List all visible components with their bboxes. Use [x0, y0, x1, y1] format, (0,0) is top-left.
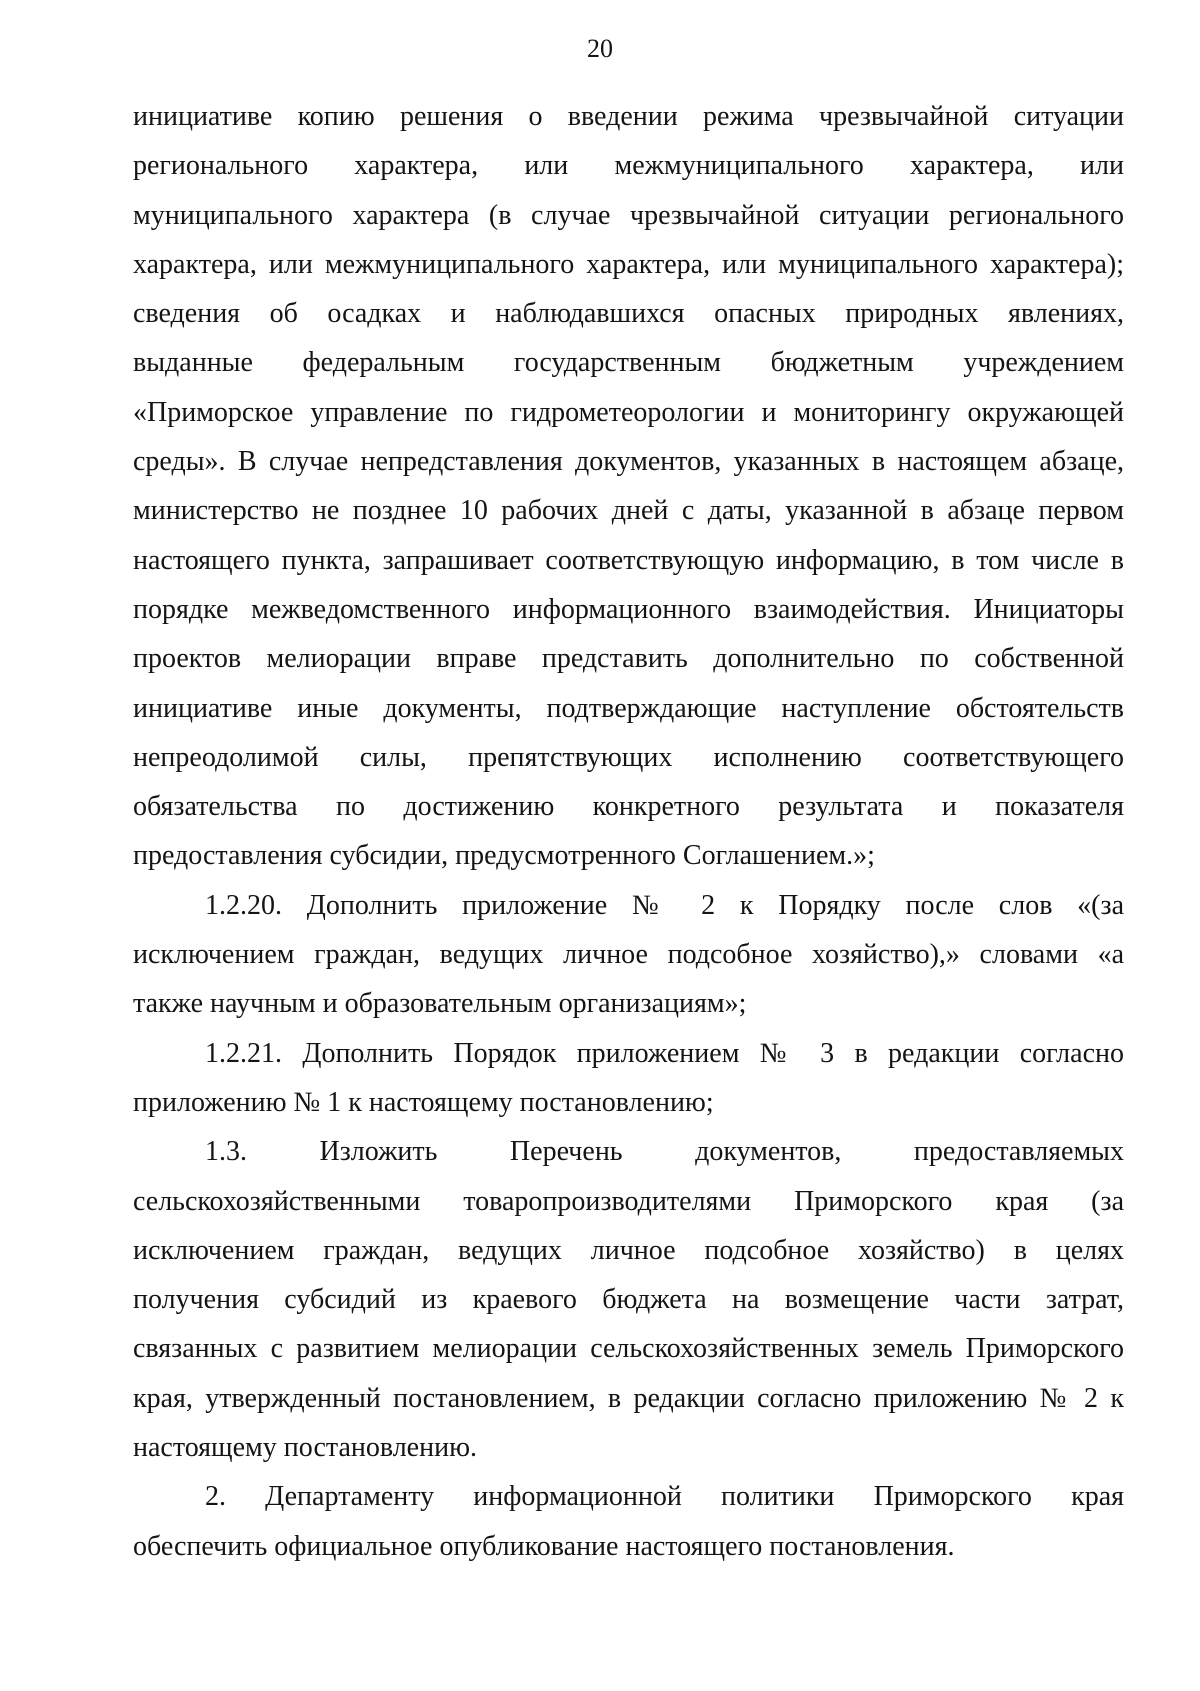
text-line: 2. Департаменту информационной политики Приморского края	[205, 1481, 1124, 1513]
text-line: среды». В случае непредставления документов, указанных в настоящем абзаце,	[133, 446, 1124, 478]
text-line: также научным и образовательным организациям»;	[133, 988, 747, 1020]
text-line: обеспечить официальное опубликование настоящего постановления.	[133, 1530, 955, 1562]
page-number: 20	[587, 34, 613, 63]
text-line: непреодолимой силы, препятствующих исполнению соответствующего	[133, 741, 1124, 773]
text-line: муниципального характера (в случае чрезвычайной ситуации регионального	[133, 199, 1124, 231]
text-line: связанных с развитием мелиорации сельскохозяйственных земель Приморского	[133, 1333, 1124, 1365]
text-line: края, утвержденный постановлением, в редакции согласно приложению № 2 к	[133, 1382, 1124, 1414]
text-line: предоставления субсидии, предусмотренного Соглашением.»;	[133, 840, 875, 872]
text-line: порядке межведомственного информационного взаимодействия. Инициаторы	[133, 593, 1124, 625]
text-line: 1.2.21. Дополнить Порядок приложением № 3 в редакции согласно	[205, 1037, 1124, 1069]
text-line: настоящему постановлению.	[133, 1432, 477, 1464]
text-line: характера, или межмуниципального характера, или муниципального характера);	[133, 248, 1124, 280]
text-line: проектов мелиорации вправе представить дополнительно по собственной	[133, 643, 1124, 675]
document-body	[133, 92, 1124, 1571]
text-line: 1.2.20. Дополнить приложение № 2 к Порядку после слов «(за	[205, 889, 1124, 921]
text-line: инициативе иные документы, подтверждающие наступление обстоятельств	[133, 692, 1124, 724]
text-line: обязательства по достижению конкретного результата и показателя	[133, 791, 1124, 823]
text-line: выданные федеральным государственным бюджетным учреждением	[133, 347, 1124, 379]
text-line: «Приморское управление по гидрометеорологии и мониторингу окружающей	[133, 396, 1124, 428]
text-line: получения субсидий из краевого бюджета на возмещение части затрат,	[133, 1284, 1124, 1316]
text-line: исключением граждан, ведущих личное подсобное хозяйство) в целях	[133, 1234, 1124, 1266]
text-line: инициативе копию решения о введении режима чрезвычайной ситуации	[133, 101, 1124, 132]
text-line: настоящего пункта, запрашивает соответствующую информацию, в том числе в	[133, 544, 1124, 576]
text-line: приложению № 1 к настоящему постановлению;	[133, 1086, 714, 1118]
text-line: сведения об осадках и наблюдавшихся опасных природных явлениях,	[133, 298, 1124, 330]
text-line: 1.3. Изложить Перечень документов, предоставляемых	[205, 1136, 1124, 1168]
text-line: регионального характера, или межмуниципального характера, или	[133, 150, 1124, 182]
text-line: министерство не позднее 10 рабочих дней с даты, указанной в абзаце первом	[133, 495, 1124, 527]
text-line: сельскохозяйственными товаропроизводителями Приморского края (за	[133, 1185, 1124, 1217]
text-line: исключением граждан, ведущих личное подсобное хозяйство),» словами «а	[133, 939, 1124, 971]
